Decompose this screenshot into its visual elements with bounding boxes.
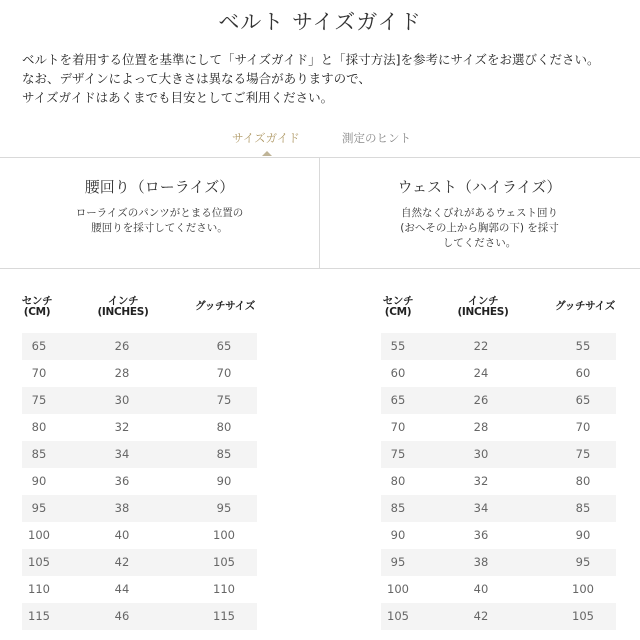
inch-cell: 36 (114, 474, 130, 488)
cm-cell: 90 (390, 528, 406, 542)
tab-bar (0, 130, 640, 150)
cm-cell: 80 (31, 420, 47, 434)
inch-cell: 44 (114, 582, 130, 596)
column-header-gucci-size: グッチサイズ (555, 300, 615, 312)
table-row (381, 576, 616, 603)
gucci-size-cell: 105 (213, 555, 235, 569)
inch-cell: 40 (473, 582, 489, 596)
description-line: 自然なくびれがあるウェスト回り (400, 207, 559, 219)
inch-cell: 34 (114, 447, 130, 461)
table-row (22, 360, 257, 387)
table-row (22, 549, 257, 576)
gucci-size-cell: 80 (575, 474, 591, 488)
cm-cell: 115 (28, 609, 50, 623)
table-row (22, 441, 257, 468)
cm-cell: 105 (28, 555, 50, 569)
inch-cell: 42 (114, 555, 130, 569)
description-line: ローライズのパンツがとまる位置の (75, 207, 244, 219)
low-rise-size-table (22, 333, 257, 630)
cm-cell: 100 (28, 528, 50, 542)
header-line: センチ (382, 295, 414, 307)
cm-cell: 95 (390, 555, 406, 569)
header-line: (INCHES) (457, 306, 509, 318)
high-rise-title: ウェスト（ハイライズ） (397, 178, 562, 196)
low-rise-panel (0, 176, 319, 236)
cm-cell: 65 (31, 339, 47, 353)
intro-line: サイズガイドはあくまでも目安としてご利用ください。 (22, 90, 334, 105)
gucci-size-cell: 75 (216, 393, 232, 407)
gucci-size-cell: 70 (575, 420, 591, 434)
inch-cell: 38 (114, 501, 130, 515)
cm-cell: 110 (28, 582, 50, 596)
gucci-size-cell: 110 (213, 582, 235, 596)
gucci-size-cell: 80 (216, 420, 232, 434)
gucci-size-cell: 90 (575, 528, 591, 542)
table-row (381, 333, 616, 360)
gucci-size-cell: 105 (572, 609, 594, 623)
inch-cell: 36 (473, 528, 489, 542)
header-line: センチ (21, 295, 53, 307)
gucci-size-cell: 60 (575, 366, 591, 380)
description-line: してください。 (442, 237, 517, 249)
header-line: (INCHES) (97, 306, 149, 318)
inch-cell: 46 (114, 609, 130, 623)
intro-line: なお、デザインによって大きさは異なる場合がありますので、 (22, 71, 371, 86)
gucci-size-cell: 115 (213, 609, 235, 623)
cm-cell: 75 (390, 447, 406, 461)
cm-cell: 105 (387, 609, 409, 623)
table-row (22, 576, 257, 603)
inch-cell: 24 (473, 366, 489, 380)
inch-cell: 32 (114, 420, 130, 434)
column-header-cm (12, 296, 62, 318)
table-row (22, 522, 257, 549)
table-row (22, 495, 257, 522)
gucci-size-cell: 65 (575, 393, 591, 407)
inch-cell: 42 (473, 609, 489, 623)
cm-cell: 70 (31, 366, 47, 380)
intro-line: ベルトを着用する位置を基準にして「サイズガイド」と「採寸方法]を参考にサイズをお選びください。 (22, 52, 600, 67)
gucci-size-cell: 65 (216, 339, 232, 353)
table-row (381, 495, 616, 522)
table-row (381, 441, 616, 468)
inch-cell: 26 (473, 393, 489, 407)
active-tab-indicator (262, 151, 272, 156)
inch-cell: 22 (473, 339, 489, 353)
intro-text (22, 50, 632, 107)
header-line: インチ (467, 295, 499, 307)
table-row (381, 603, 616, 630)
gucci-size-cell: 100 (572, 582, 594, 596)
table-row (22, 414, 257, 441)
inch-cell: 30 (473, 447, 489, 461)
column-header-gucci-size: グッチサイズ (195, 300, 255, 312)
cm-cell: 80 (390, 474, 406, 488)
table-row (22, 333, 257, 360)
low-rise-description (0, 206, 319, 236)
cm-cell: 85 (31, 447, 47, 461)
high-rise-description (320, 206, 639, 251)
cm-cell: 75 (31, 393, 47, 407)
description-line: (おへその上から胸郭の下) を採寸 (400, 222, 559, 234)
inch-cell: 28 (473, 420, 489, 434)
description-line: 腰回りを採寸してください。 (91, 222, 228, 234)
table-row (381, 360, 616, 387)
tab-size-guide[interactable]: サイズガイド (232, 131, 300, 145)
table-row (381, 549, 616, 576)
inch-cell: 40 (114, 528, 130, 542)
tab-measure-hint[interactable]: 測定のヒント (342, 131, 411, 145)
cm-cell: 95 (31, 501, 47, 515)
table-row (381, 387, 616, 414)
inch-cell: 34 (473, 501, 489, 515)
header-line: (CM) (23, 306, 51, 318)
gucci-size-cell: 85 (575, 501, 591, 515)
gucci-size-cell: 85 (216, 447, 232, 461)
divider (0, 268, 640, 269)
inch-cell: 28 (114, 366, 130, 380)
gucci-size-cell: 75 (575, 447, 591, 461)
cm-cell: 100 (387, 582, 409, 596)
gucci-size-cell: 95 (575, 555, 591, 569)
table-row (22, 468, 257, 495)
cm-cell: 55 (390, 339, 406, 353)
table-row (381, 468, 616, 495)
column-header-inch (93, 296, 153, 318)
table-row (22, 387, 257, 414)
gucci-size-cell: 70 (216, 366, 232, 380)
table-row (381, 414, 616, 441)
gucci-size-cell: 55 (575, 339, 591, 353)
low-rise-title: 腰回り（ローライズ） (84, 178, 235, 196)
cm-cell: 85 (390, 501, 406, 515)
column-header-inch (453, 296, 513, 318)
header-line: (CM) (384, 306, 412, 318)
cm-cell: 65 (390, 393, 406, 407)
table-row (381, 522, 616, 549)
gucci-size-cell: 100 (213, 528, 235, 542)
inch-cell: 30 (114, 393, 130, 407)
header-line: インチ (107, 295, 139, 307)
page-title: ベルト サイズガイド (218, 10, 422, 34)
high-rise-panel (320, 176, 639, 251)
gucci-size-cell: 90 (216, 474, 232, 488)
divider (0, 157, 640, 158)
gucci-size-cell: 95 (216, 501, 232, 515)
inch-cell: 26 (114, 339, 130, 353)
cm-cell: 90 (31, 474, 47, 488)
inch-cell: 32 (473, 474, 489, 488)
column-header-cm (373, 296, 423, 318)
high-rise-size-table (381, 333, 616, 630)
inch-cell: 38 (473, 555, 489, 569)
cm-cell: 60 (390, 366, 406, 380)
cm-cell: 70 (390, 420, 406, 434)
table-row (22, 603, 257, 630)
